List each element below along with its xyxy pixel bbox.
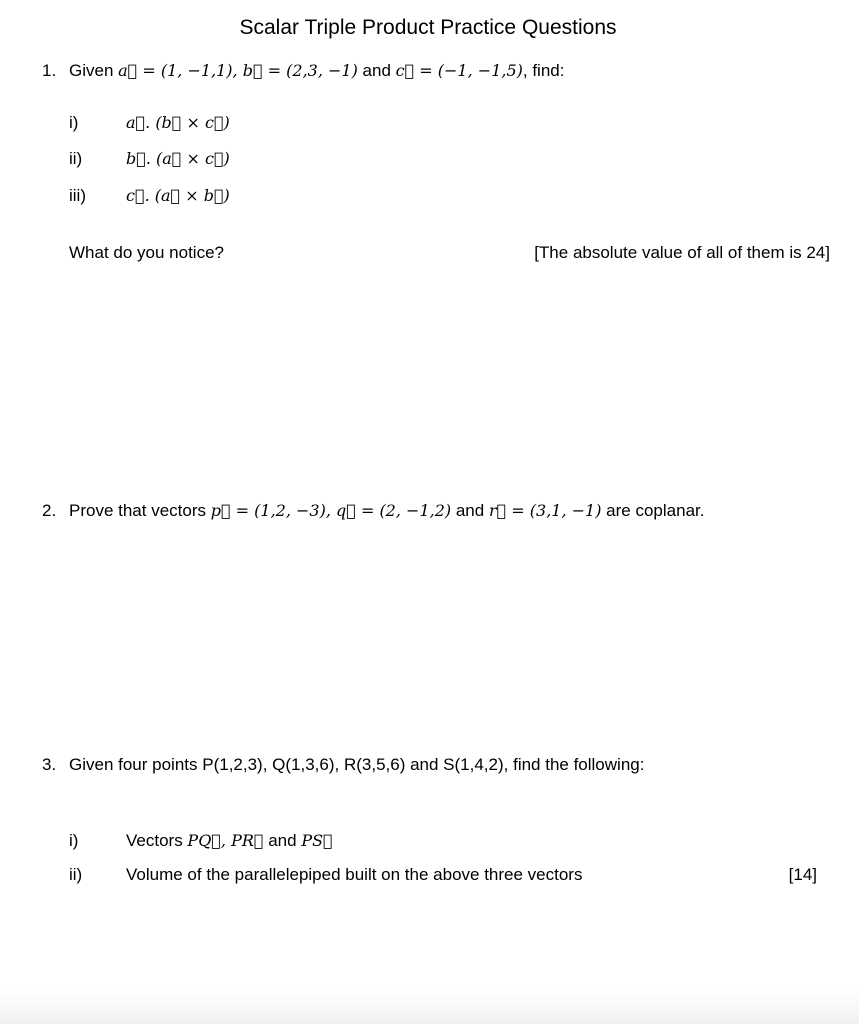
page-title: Scalar Triple Product Practice Questions	[239, 16, 617, 39]
question-2-and: and	[451, 501, 489, 520]
question-3-part-1-prefix: Vectors	[126, 831, 188, 850]
question-3-number: 3.	[42, 755, 57, 774]
question-2-prefix: Prove that vectors	[69, 501, 211, 520]
question-1-find: , find:	[522, 61, 565, 80]
question-3-part-1-text	[126, 830, 333, 852]
question-2-text	[69, 500, 704, 522]
vector-b-definition: b⃗ = (2,3, −1)	[242, 61, 358, 80]
question-1-number: 1.	[42, 61, 57, 80]
question-3-and: and	[263, 831, 302, 850]
vector-pr: PR⃗	[231, 831, 264, 850]
question-1-part-expression: c⃗. (a⃗ × b⃗)	[126, 186, 230, 205]
question-3-part-1-label: i)	[69, 831, 79, 850]
vector-pq: PQ⃗	[187, 831, 221, 850]
question-1-part-expression: b⃗. (a⃗ × c⃗)	[126, 149, 230, 168]
question-1-notice-prompt: What do you notice?	[69, 243, 224, 262]
question-2-suffix: are coplanar.	[601, 501, 705, 520]
vector-q-definition: q⃗ = (2, −1,2)	[336, 501, 452, 520]
vector-c-definition: c⃗ = (−1, −1,5)	[395, 61, 523, 80]
vector-ps: PS⃗	[301, 831, 333, 850]
question-1-part-label: i)	[69, 113, 79, 132]
question-1-part-label: ii)	[69, 149, 83, 168]
question-3-part-2-label: ii)	[69, 865, 83, 884]
question-1-part-label: iii)	[69, 186, 86, 205]
question-1-part-expression: a⃗. (b⃗ × c⃗)	[126, 113, 230, 132]
vector-separator: ,	[220, 831, 232, 850]
question-3-marks: [14]	[788, 865, 817, 884]
vector-p-definition: p⃗ = (1,2, −3),	[210, 501, 337, 520]
question-1-and: and	[357, 61, 396, 80]
question-1-text	[69, 60, 564, 82]
question-3-text: Given four points P(1,2,3), Q(1,3,6), R(3,5,6) and S(1,4,2), find the following:	[69, 755, 645, 774]
question-2-number: 2.	[42, 501, 57, 520]
question-1-intro: Given	[69, 61, 119, 80]
vector-r-definition: r⃗ = (3,1, −1)	[488, 501, 602, 520]
vector-a-definition: a⃗ = (1, −1,1),	[118, 61, 243, 80]
question-1-answer: [The absolute value of all of them is 24]	[534, 243, 830, 262]
question-3-part-2-text: Volume of the parallelepiped built on the above three vectors	[126, 865, 583, 884]
